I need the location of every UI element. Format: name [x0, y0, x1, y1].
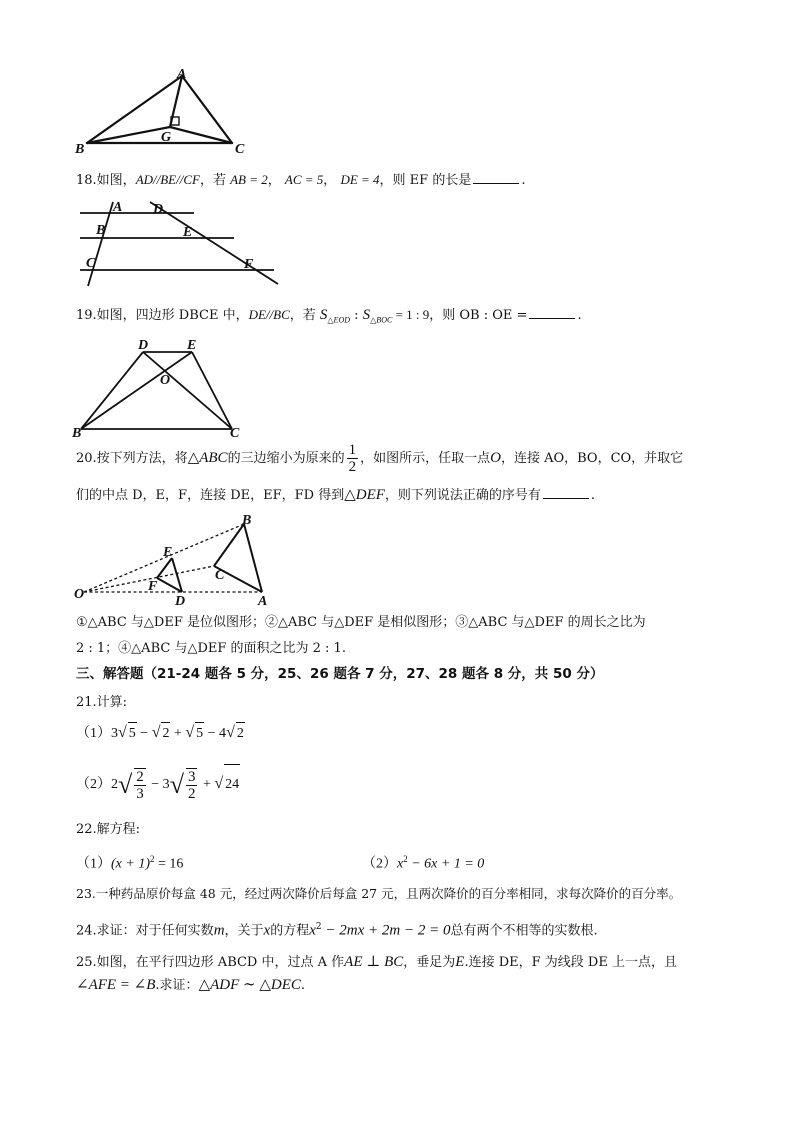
label-c: C	[230, 426, 240, 441]
question-23: 23.一种药品原价每盒 48 元，经过两次降价后每盒 27 元，且两次降价的百分率相同，求每次降价的百分率。	[76, 886, 682, 901]
figure-20-svg	[72, 512, 292, 608]
figure-parallel-lines	[74, 196, 284, 288]
question-20-options-line2: 2 : 1；④△ABC 与△DEF 的面积之比为 2 : 1.	[76, 641, 346, 656]
label-f: F	[244, 257, 254, 272]
label-a: A	[113, 200, 123, 215]
label-b: B	[96, 223, 106, 238]
label-c: C	[86, 256, 96, 271]
question-19: 19.如图，四边形 DBCE 中，DE//BC，若 $S_{\triangle EOD}$ : $S_{\triangle BOC} = 1$ : 9，则 OB : OE = .	[76, 307, 582, 325]
label-g: G	[161, 130, 172, 145]
label-o: O	[160, 373, 171, 388]
figure-homothety	[72, 512, 292, 608]
label-o: O	[74, 587, 85, 602]
label-d: D	[138, 338, 149, 353]
figure-17-svg	[70, 64, 270, 159]
question-24: 24.求证：对于任何实数m，关于x的方程$x^2 - 2mx + 2m - 2 = 0$总有两个不相等的实数根.	[76, 922, 598, 939]
label-c: C	[215, 568, 225, 583]
question-18: 18.如图，AD//BE//CF，若 AB = 2， AC = 5， DE = 4，则 EF 的长是 .	[76, 172, 526, 188]
label-b: B	[242, 513, 252, 528]
label-d: D	[153, 202, 164, 217]
fraction-half: $\frac{1}{2}$	[348, 442, 357, 475]
question-25-line1: 25.如图，在平行四边形 ABCD 中，过点 A 作AE ⊥ BC，垂足为E.连接 DE，F 为线段 DE 上一点，且	[76, 954, 677, 970]
question-20-line2: 们的中点 D，E，F，连接 DE，EF，FD 得到△DEF，则下列说法正确的序号有 .	[76, 487, 596, 503]
question-20-line1: 20.按下列方法，将△ABC的三边缩小为原来的 $\frac{1}{2}$ ，如图所示，任取一点O，连接 AO，BO，CO，并取它	[76, 442, 684, 475]
label-b: B	[75, 142, 85, 157]
label-e: E	[187, 338, 197, 353]
label-f: F	[148, 579, 158, 594]
answer-blank	[473, 171, 519, 184]
question-21-title: 21.计算:	[76, 695, 128, 710]
label-d: D	[175, 594, 186, 609]
label-c: C	[235, 142, 245, 157]
question-22-title: 22.解方程:	[76, 822, 141, 837]
question-22-part1: $(1)(x + 1)^2 = 16$	[76, 854, 184, 872]
question-22-part2: $(2)x^2 - 6x + 1 = 0$	[362, 854, 485, 872]
label-e: E	[183, 225, 193, 240]
question-25-line2: ∠AFE = ∠B.求证：△ADF ∼ △DEC.	[76, 977, 306, 993]
answer-blank	[543, 486, 589, 499]
label-b: B	[72, 426, 82, 441]
question-21-part2: （2）2√ $\frac{2}{3}$ − 3√ $\frac{3}{2}$ + √ 24	[76, 764, 240, 805]
figure-triangle-abc-g	[70, 64, 270, 159]
answer-blank	[529, 306, 575, 319]
figure-18-svg	[74, 196, 284, 288]
question-21-part1: （1）3√ 5 − √ 2 + √ 5 − 4√ 2	[76, 722, 245, 745]
section-heading: 三、解答题（21-24 题各 5 分，25、26 题各 7 分，27、28 题各 8 分，共 50 分）	[76, 666, 604, 682]
label-a: A	[258, 594, 268, 609]
label-e: E	[163, 545, 173, 560]
figure-19-svg	[70, 336, 260, 440]
figure-trapezoid-dbce	[70, 336, 260, 440]
question-20-options-line1: ①△ABC 与△DEF 是位似图形；②△ABC 与△DEF 是相似图形；③△ABC 与△DEF 的周长之比为	[76, 615, 646, 630]
label-a: A	[177, 67, 187, 82]
